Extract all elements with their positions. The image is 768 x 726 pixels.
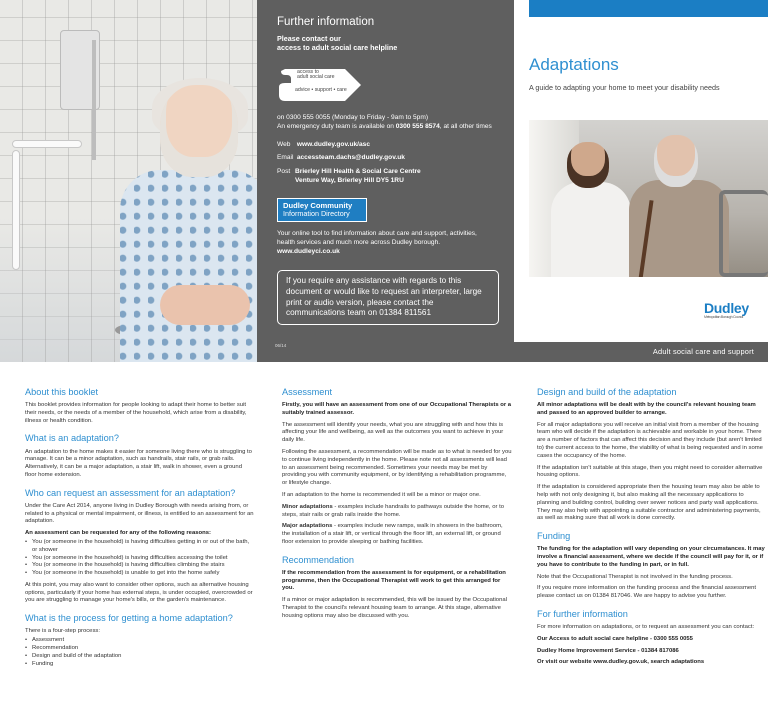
steps-list xyxy=(25,637,255,668)
list-item: • You (or someone in the household) is having difficulties climbing the stairs xyxy=(25,562,255,570)
directory-title: Dudley Community xyxy=(283,201,353,211)
web-label: Web xyxy=(277,140,291,148)
wheelchair xyxy=(719,190,768,277)
column-2 xyxy=(282,386,512,624)
who-bold: An assessment can be requested for any of the following reasons: xyxy=(25,530,211,537)
logo-line-1: access to xyxy=(297,68,319,75)
assessment-p3: If an adaptation to the home is recommended it will be a minor or major one. xyxy=(282,491,481,498)
emergency-text: An emergency duty team is available on xyxy=(277,122,396,130)
email-row xyxy=(277,154,496,163)
phone-hours: (Monday to Friday - 9am to 5pm) xyxy=(330,113,429,121)
assessment-bold: Firstly, you will have an assessment from one of our Occupational Therapists or a suitably trained assessor. xyxy=(282,402,512,416)
about-heading: About this booklet xyxy=(25,387,99,397)
recommendation-text: If a minor or major adaptation is recommended, this will be issued by the Occupational Therapist to the council's relevant housing team to arrange. At this stage, alternative housing options may also be discussed with you. xyxy=(282,597,507,619)
list-item: • Assessment xyxy=(25,637,255,645)
person-shirt xyxy=(120,170,257,362)
phone-number: on 0300 555 0055 xyxy=(277,113,331,121)
community-directory-badge xyxy=(277,198,367,222)
contact-home-improvement: Dudley Home Improvement Service - 01384 817086 xyxy=(537,647,679,654)
web-row xyxy=(277,141,496,150)
list-item: • You (or someone in the household) is having difficulties accessing the toilet xyxy=(25,555,255,563)
funding-p2: If you require more information on the funding process and the financial assessment please contact us on 01384 817046. We are happy to advise you further. xyxy=(537,585,757,600)
person-hands xyxy=(160,285,250,325)
who-text: Under the Care Act 2014, anyone living in Dudley Borough with needs arising from, or related to a physical or mental impairment, or illness, is entitled to an assessment for an adaptation. xyxy=(25,502,254,525)
logo-tagline: advice • support • care xyxy=(295,86,347,93)
list-item: • You (or someone in the household) is having difficulties getting in or out of the bath, or shower xyxy=(25,539,255,555)
who-heading: Who can request an assessment for an adaptation? xyxy=(25,487,236,498)
cover-footer: Adult social care and support xyxy=(514,342,768,362)
assessment-heading: Assessment xyxy=(282,387,333,397)
cover-photo-carer-and-man xyxy=(529,120,768,277)
contact-intro: Please contact our access to adult social care helpline xyxy=(277,34,398,53)
column-3 xyxy=(537,386,767,671)
list-item: • Funding xyxy=(25,661,255,669)
recommendation-bold: If the recommendation from the assessment is for equipment, or a rehabilitation programme, then the Occupational Therapist will work to get this arranged for you. xyxy=(282,569,506,592)
design-heading: Design and build of the adaptation xyxy=(537,387,677,397)
design-p2: If the adaptation isn't suitable at this stage, then you might need to consider alternative housing options. xyxy=(537,464,763,479)
design-p1: For all major adaptations you will receive an initial visit from a member of the housing team who will decide if the adaptation is achievable and workable in your home. There are a number of factors that can affect this decision and they include (but aren't limited to) the current access to the home, the viability of what is being requested and in some cases the occupancy of the home. xyxy=(537,421,763,459)
phone-info: on 0300 555 0055 (Monday to Friday - 9am to 5pm) An emergency duty team is available on 0300 555 8574, at all other times xyxy=(277,113,492,130)
column-1 xyxy=(25,386,255,672)
man-face xyxy=(654,135,698,187)
funding-heading: Funding xyxy=(537,531,571,542)
contact-helpline: Our Access to adult social care helpline - 0300 555 0055 xyxy=(537,635,693,642)
further-heading: For further information xyxy=(537,608,628,619)
cover-subtitle: A guide to adapting your home to meet your disability needs xyxy=(529,83,720,92)
further-information-panel xyxy=(257,0,514,362)
web-link[interactable]: www.dudley.gov.uk/asc xyxy=(296,140,371,148)
about-text: This booklet provides information for people looking to adapt their home to better suit their needs, or the needs of a member of the household, which arise from a disability, illness or health condition. xyxy=(25,402,247,424)
assessment-p1: The assessment will identify your needs, what you are struggling with and how this is affecting your life and wellbeing, as well as the outcomes you want to achieve in your daily life. xyxy=(282,421,504,444)
logo-name: Dudley xyxy=(704,300,749,316)
shower-rail xyxy=(92,40,96,160)
access-adult-social-care-logo xyxy=(277,65,363,105)
funding-p1: Note that the Occupational Therapist is not involved in the funding process. xyxy=(537,573,733,580)
document-code: 06/14 xyxy=(275,343,287,348)
logo-tagline: Metropolitan Borough Council xyxy=(704,315,743,319)
who-text-2: At this point, you may also want to consider other options, such as alternative housing options, particularly if your home has external steps, is under occupied, overcrowded or you are struggling to manage your home's bills, or the garden's maintenance. xyxy=(25,581,253,604)
directory-subtitle: Information Directory xyxy=(283,209,350,219)
further-text: For more information on adaptations, or to request an assessment you can contact: xyxy=(537,624,755,631)
email-label: Email xyxy=(277,154,294,162)
design-p3: If the adaptation is considered appropriate then the housing team may also be able to help with not only designing it, but also making all the necessary applications to planning and building control, building over sewer notices and party wall applications. They may also help with appointing a suitable contractor and administering payments, as well as making sure that all work is done correctly. xyxy=(537,484,761,522)
further-info-title: Further information xyxy=(277,16,375,28)
list-item: • Recommendation xyxy=(25,645,255,653)
post-line-1: Brierley Hill Health & Social Care Centre xyxy=(295,168,421,176)
grab-rail-horizontal xyxy=(12,140,82,148)
design-bold: All minor adaptations will be dealt with by the council's relevant housing team and passed to an approved builder to arrange. xyxy=(537,402,756,416)
funding-bold: The funding for the adaptation will vary depending on your circumstances. It may involve a financial assessment, where we decide if the council will pay for it, or if you have to contribute to the funding in part, or in full. xyxy=(537,546,765,568)
process-heading: What is the process for getting a home adaptation? xyxy=(25,613,233,624)
cover-top-bar xyxy=(529,0,768,17)
post-label: Post xyxy=(277,168,291,176)
email-link[interactable]: accessteam.dachs@dudley.gov.uk xyxy=(296,154,405,162)
list-item: • Design and build of the adaptation xyxy=(25,653,255,661)
emergency-number: 0300 555 8574 xyxy=(395,122,440,130)
cover-photo-elderly-woman xyxy=(0,0,257,362)
directory-url[interactable]: www.dudleyci.co.uk xyxy=(277,247,340,255)
process-intro: There is a four-step process: xyxy=(25,628,100,635)
assessment-p2: Following the assessment, a recommendation will be made as to what is needed for you to continue living independently in the home. Please note not all assessments will lead to an assessment being recommended. Sometimes your needs may be met by providing you with community equipment, or by identifying a rehabilitation programme, or lifestyle change. xyxy=(282,449,512,487)
what-heading: What is an adaptation? xyxy=(25,433,119,444)
directory-description: Your online tool to find information about care and support, activities, health services and much more across Dudley borough. www.dudleyci.co.uk xyxy=(277,229,477,255)
assistance-box: If you require any assistance with regards to this document or would like to request an interpreter, large print or audio version, please contact the communications team on 01384 811561 xyxy=(277,270,499,325)
person-face xyxy=(160,85,238,177)
dudley-logo xyxy=(704,300,749,319)
grab-rail-vertical xyxy=(12,150,20,270)
carer-face xyxy=(567,142,609,188)
post-row xyxy=(277,168,496,186)
major-adaptations: Major adaptations - examples include new ramps, walk in showers in the bathroom, the installation of a stair lift, or vertical through the floor lift, an external lift, or ground floor extension to provide sleeping or bathing facilities. xyxy=(282,523,503,545)
what-text: An adaptation to the home makes it easier for someone living there who is struggling to manage. It can be a minor adaptation, such as handrails, stair rails, or grab rails. Alternatively, it can be a major adaptation, a stair lift, walk in shower, even a ground floor home extension. xyxy=(25,448,252,478)
post-line-2: Venture Way, Brierley Hill DY5 1RU xyxy=(295,177,404,185)
cover-panel xyxy=(514,0,768,362)
reasons-list xyxy=(25,539,255,578)
contact-website[interactable]: Or visit our website www.dudley.gov.uk, search adaptations xyxy=(537,659,705,666)
recommendation-heading: Recommendation xyxy=(282,554,355,565)
logo-line-2: adult social care xyxy=(297,74,335,81)
list-item: • You (or someone in the household) is unable to get into the home safely xyxy=(25,570,255,578)
minor-adaptations: Minor adaptations - examples include handrails to pathways outside the home, or to steps, stair rails or grab rails inside the home. xyxy=(282,503,504,518)
cover-title: Adaptations xyxy=(529,55,619,74)
